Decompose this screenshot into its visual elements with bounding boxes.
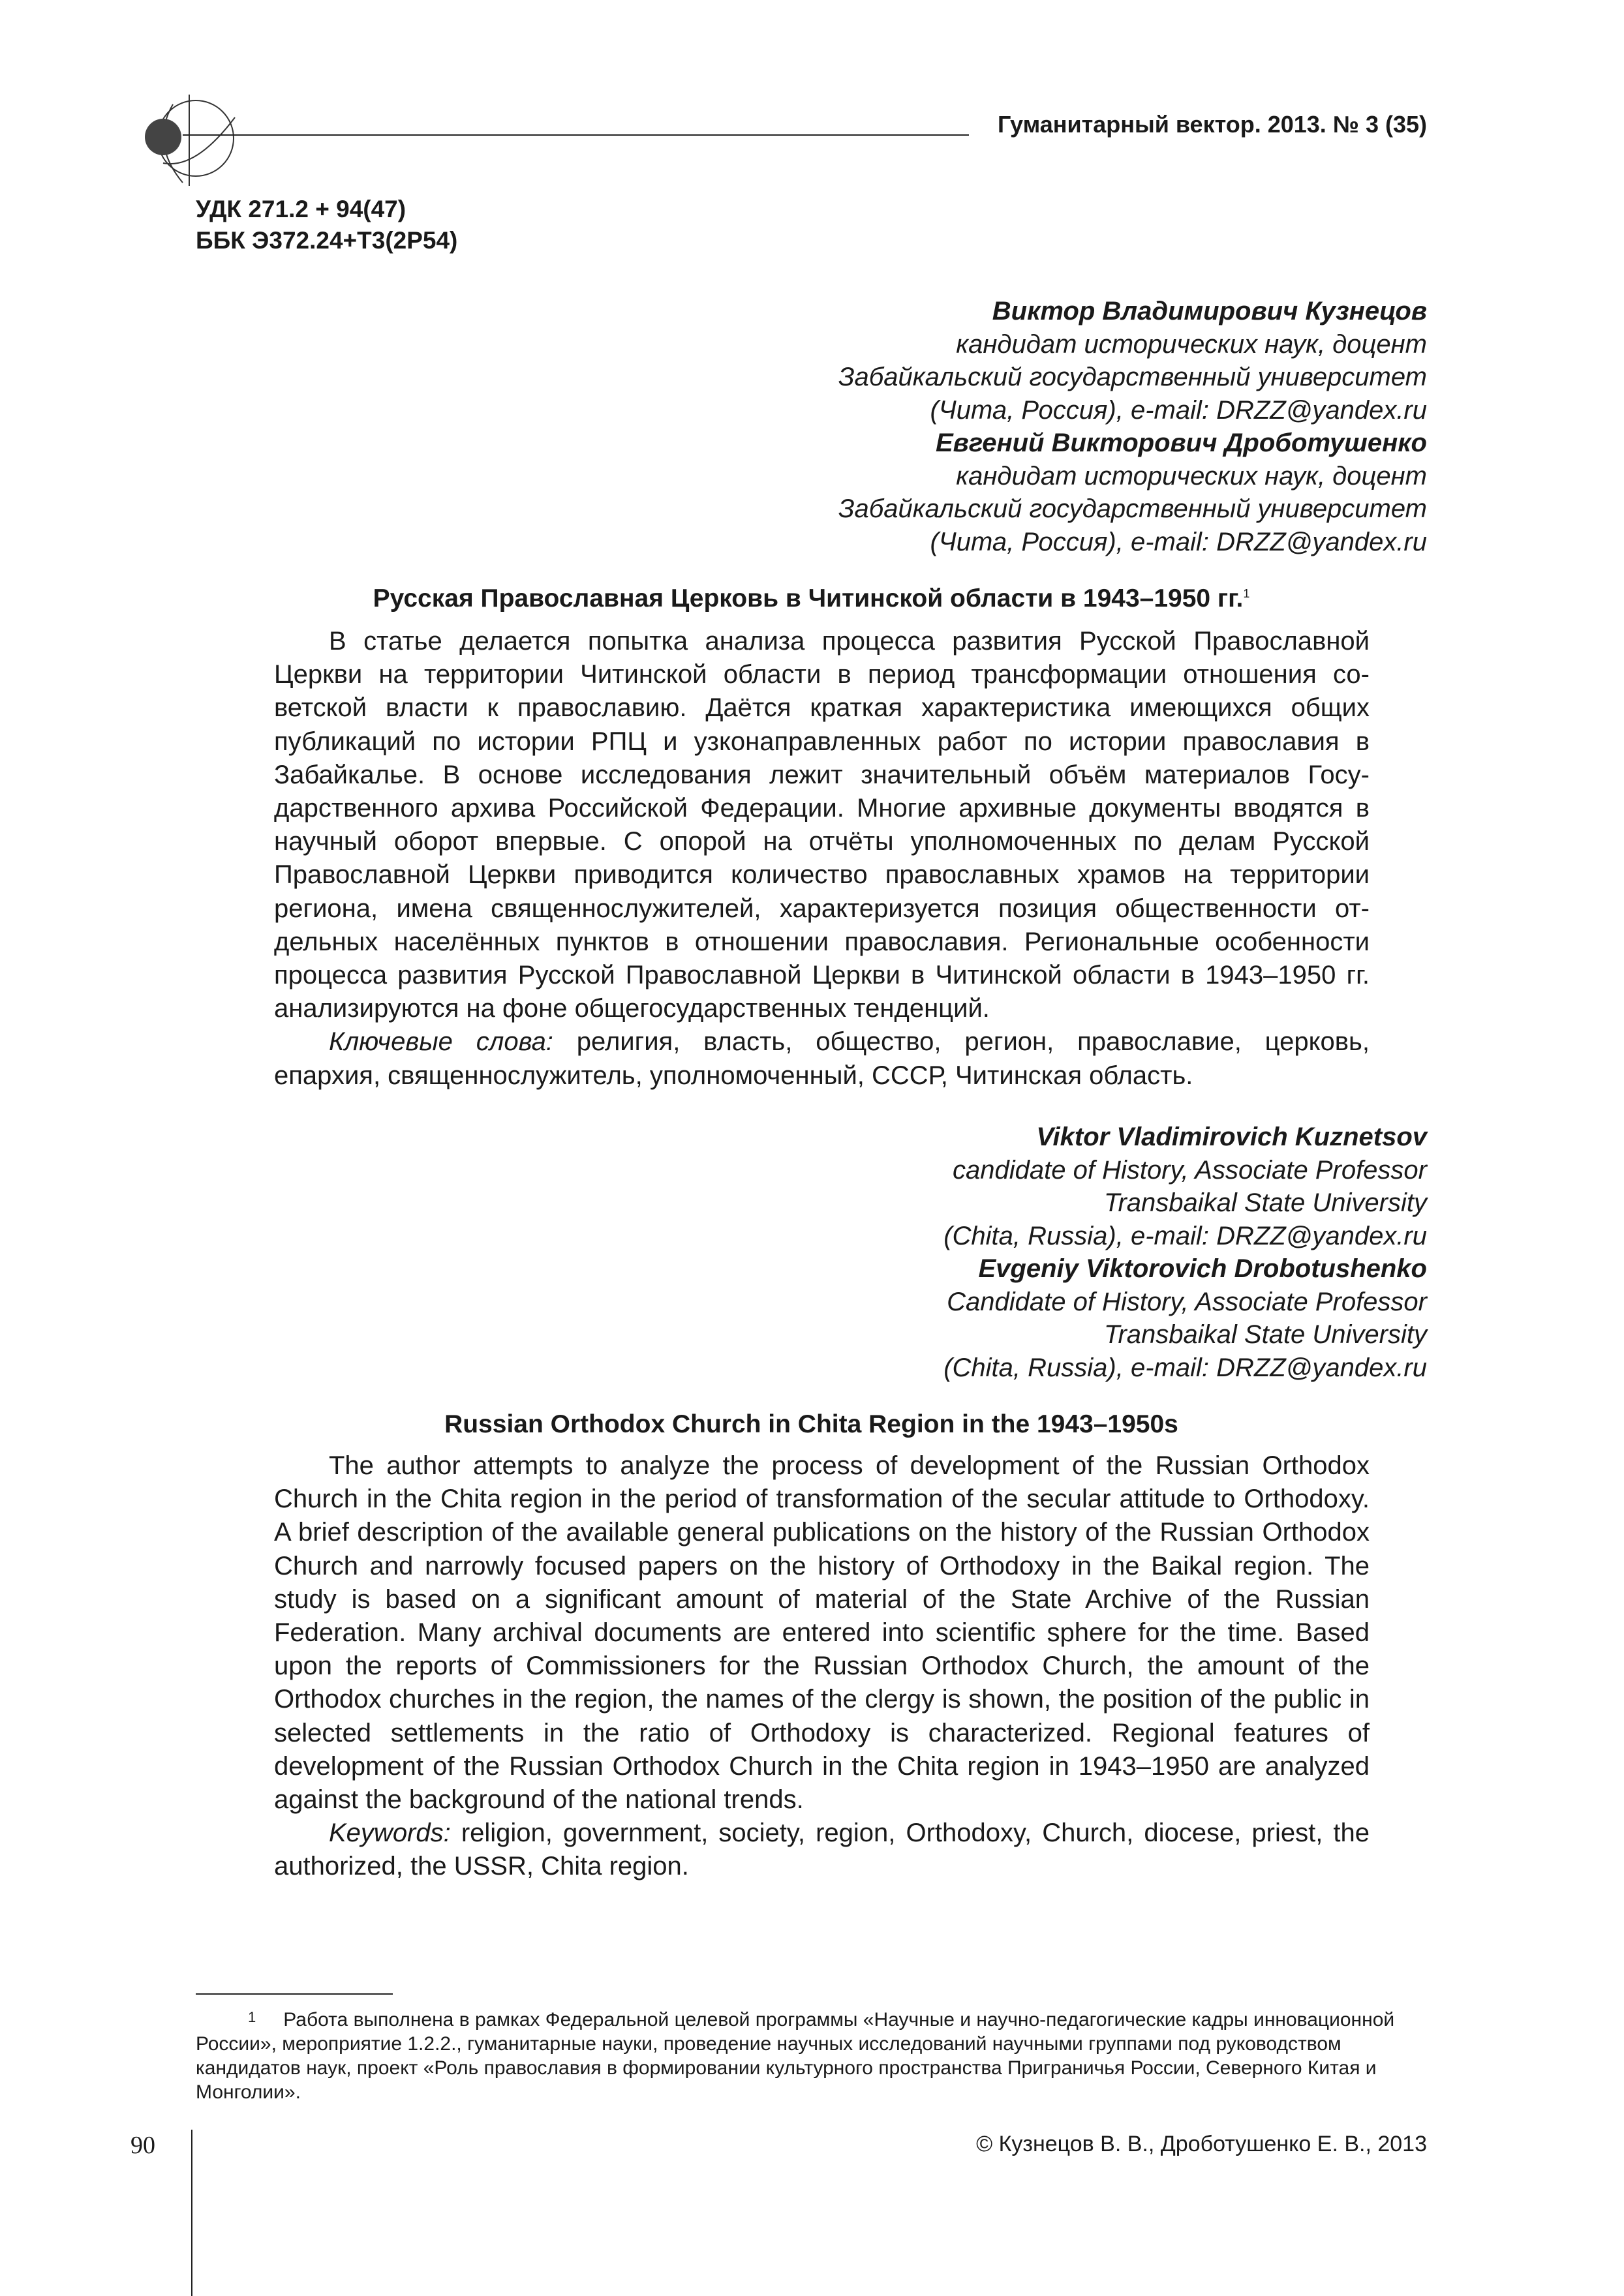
page-number: 90 [130,2132,155,2159]
authors-en [943,1121,1427,1384]
title-text: Русская Православная Церковь в Читинской области в 1943–1950 гг. [373,584,1244,612]
footnote-ref[interactable]: 1 [1243,587,1250,600]
copyright: © Кузнецов В. В., Дроботушенко Е. В., 2013 [976,2132,1427,2156]
abstract-text: В статье делается попытка анализа процесса развития Русской Православной Церкви на территории Читинской области в период трансформации отношения советской власти к православию. Даётся краткая характеристика имеющихся общих публикаций по истории РПЦ и узконаправленных работ по истории православия в Забайкалье. В основе исследования лежит значительный объём материалов Государственного архива Российской Федерации. Многие архивные документы вводятся в научный оборот впервые. С опорой на отчёты уполномоченных по делам Русской Православной Церкви приводится количество православных храмов на территории региона, имена священнослужителей, характеризуется позиция общественности отдельных населённых пунктов в отношении православия. Региональные особенности процесса развития Русской Православной Церкви в Читинской области в 1943–1950 гг. анализируются на фоне общегосударственных тенденций. [274,627,1370,1023]
author-affiliation: Transbaikal State University [1104,1188,1427,1217]
footer-rule [191,2130,192,2296]
author-location: (Чита, Россия), e-mail: DRZZ@yandex.ru [930,527,1427,556]
author-name: Evgeniy Viktorovich Drobotushenko [978,1254,1427,1283]
keywords-label: Ключевые слова: [329,1027,553,1057]
abstract-en [274,1449,1370,1884]
journal-logo-icon [137,91,294,189]
footnote-text: Работа выполнена в рамках Федеральной целевой программы «Научные и научно-педагогические кадры инновационной России», мероприятие 1.2.2., гуманитарные науки, проведение научных исследований научными группами под руководством кандидатов наук, проект «Роль православия в формировании культурного пространства Приграничья России, Северного Китая и Монголии». [196,2009,1395,2103]
journal-header: Гуманитарный вектор. 2013. № 3 (35) [997,111,1427,138]
author-degree: Candidate of History, Associate Professor [947,1287,1427,1316]
footnote-number: 1 [248,2009,256,2025]
abstract-text: The author attempts to analyze the process of development of the Russian Orthodox Church in the Chita region in the period of transformation of the secular attitude to Orthodoxy. A brief description of the available general publications on the history of the Russian Orthodox Church and narrowly focused papers on the history of Orthodoxy in the Baikal region. The study is based on a significant amount of material of the State Archive of the Russian Federation. Many archival documents are entered into scientific sphere for the time. Based upon the reports of Commissioners for the Russian Orthodox Church, the amount of the Orthodox churches in the region, the names of the clergy is shown, the position of the public in selected settlements in the ratio of Orthodoxy is characterized. Regional features of development of the Russian Orthodox Church in the Chita region in 1943–1950 are analyzed against the background of the national trends. [274,1451,1370,1815]
author-degree: кандидат исторических наук, доцент [956,329,1427,359]
author-location: (Chita, Russia), e-mail: DRZZ@yandex.ru [943,1353,1427,1382]
udk-code: УДК 271.2 + 94(47) [196,196,406,222]
footnote-rule [196,1993,393,1995]
article-title-en: Russian Orthodox Church in Chita Region in the 1943–1950s [444,1410,1178,1438]
abstract-ru [274,625,1370,1093]
author-affiliation: Забайкальский государственный университет [838,494,1427,523]
authors-ru [838,295,1427,558]
bbk-code: ББК Э372.24+Т3(2Р54) [196,227,458,254]
keywords-ru [274,1025,1370,1092]
article-title-ru [196,584,1427,613]
author-affiliation: Забайкальский государственный университет [838,363,1427,391]
header-rule [183,134,969,136]
keywords-label: Keywords: [329,1819,451,1848]
footnote [196,2005,1427,2104]
keywords-list: religion, government, society, region, Orthodoxy, Church, diocese, priest, the authorized, the USSR, Chita region. [274,1819,1370,1881]
keywords-list: религия, власть, общество, регион, православие, церковь, епархия, священнослужитель, уполномоченный, СССР, Читинская область. [274,1027,1370,1090]
author-affiliation: Transbaikal State University [1104,1320,1427,1349]
author-degree: кандидат исторических наук, доцент [956,461,1427,491]
author-location: (Chita, Russia), e-mail: DRZZ@yandex.ru [943,1221,1427,1250]
author-degree: candidate of History, Associate Professor [953,1155,1427,1185]
author-name: Евгений Викторович Дроботушенко [936,429,1427,457]
author-name: Виктор Владимирович Кузнецов [992,297,1427,325]
author-location: (Чита, Россия), e-mail: DRZZ@yandex.ru [930,395,1427,425]
keywords-en [274,1817,1370,1883]
author-name: Viktor Vladimirovich Kuznetsov [1036,1123,1427,1151]
